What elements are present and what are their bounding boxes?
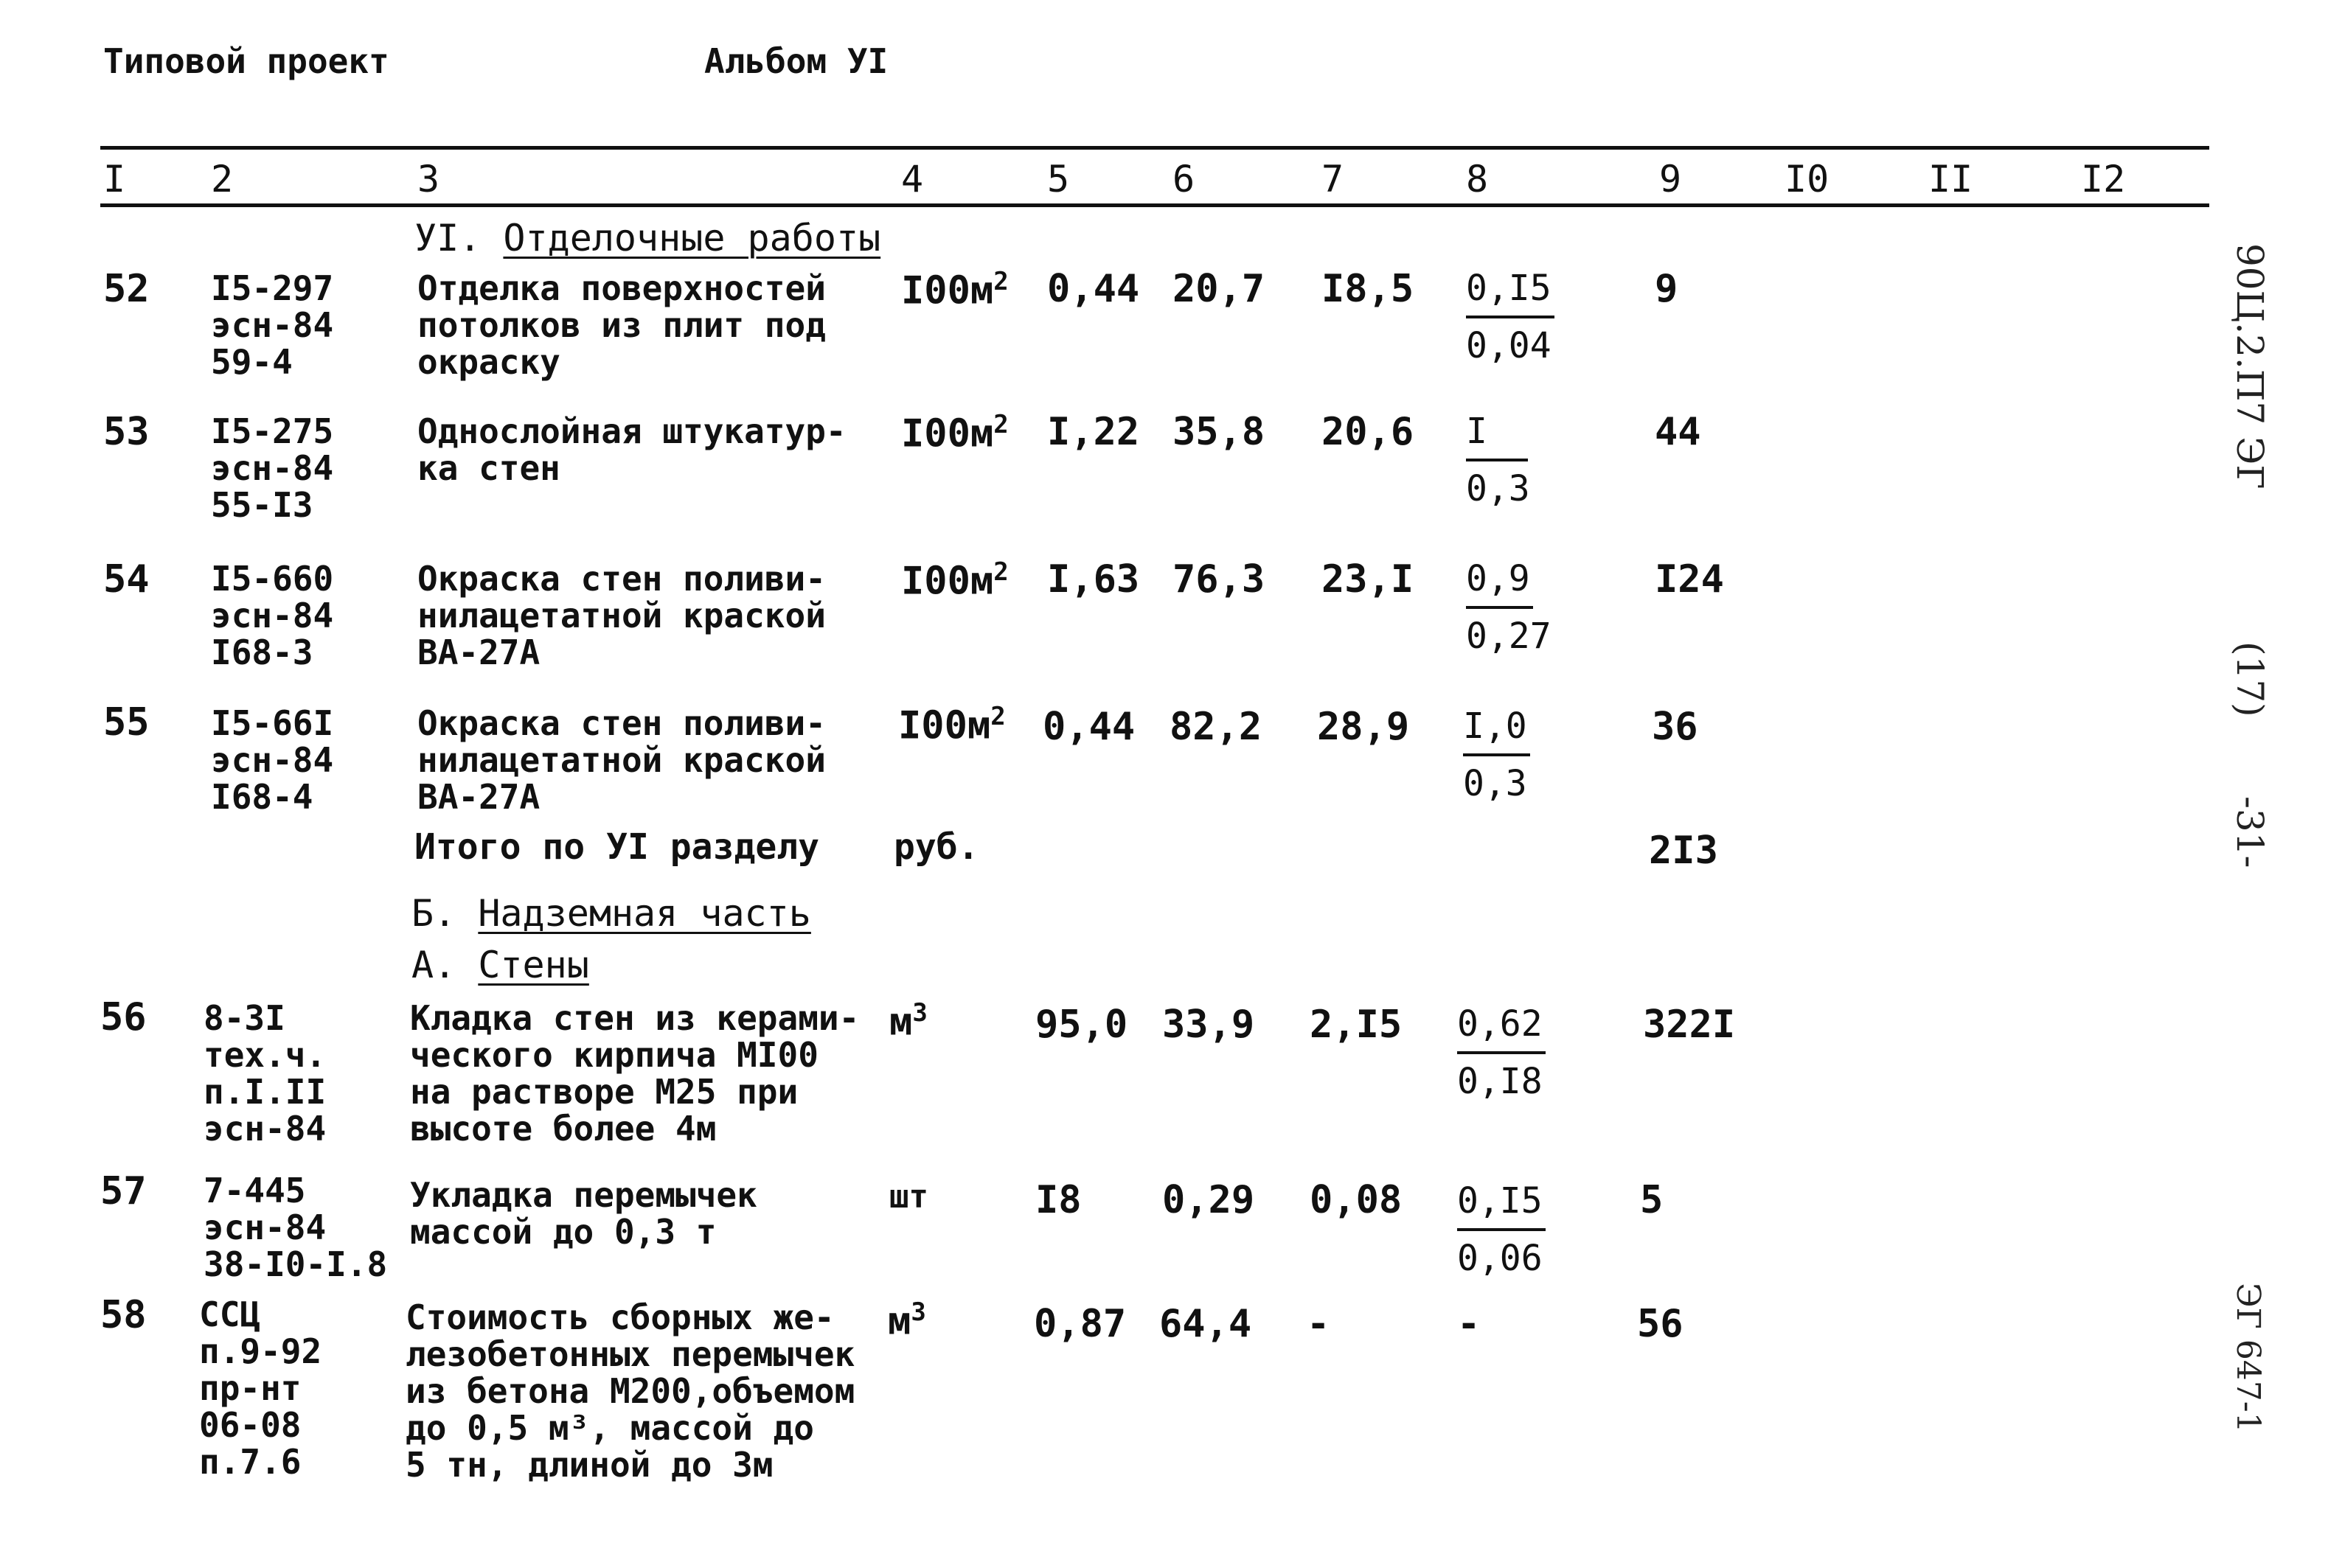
total-unit: руб. [894, 826, 979, 868]
margin-note-code: ЭГ 647-1 [2229, 1283, 2267, 1433]
section-b-title: Надземная часть [478, 892, 811, 935]
row-52-col7: I8,5 [1321, 267, 1414, 311]
total-value: 2I3 [1649, 829, 1718, 873]
row-55-col5: 0,44 [1043, 705, 1136, 749]
album-label: Альбом УI [704, 41, 889, 81]
row-54-col6: 76,3 [1172, 557, 1265, 602]
row-58-col8: - [1457, 1302, 1481, 1346]
row-55-col8: $\frac{I,0}{0,3}$ [1463, 699, 1530, 811]
row-58-number: 58 [100, 1293, 147, 1337]
project-type-label: Типовой проект [103, 41, 389, 81]
row-54-col8: $\frac{0,9}{0,27}$ [1466, 551, 1552, 663]
col-2-header: 2 [211, 158, 234, 201]
col-3-header: 3 [417, 158, 440, 201]
row-54-description: Окраска стен поливи- нилацетатной краской ВА-27А [417, 559, 826, 672]
row-58-description: Стоимость сборных же- лезобетонных перемычек из бетона М200,объемом до 0,5 м³, массой до 5 тн, длиной до 3м [406, 1297, 855, 1485]
row-56-col9: 322I [1643, 1003, 1736, 1047]
col-8-header: 8 [1466, 158, 1489, 201]
row-57-description: Укладка перемычек массой до 0,3 т [410, 1175, 757, 1252]
table-top-rule [100, 146, 2209, 150]
row-58-unit: $м^3$ [888, 1297, 926, 1344]
row-55-code: I5-66I эсн-84 I68-4 [211, 703, 334, 817]
row-57-col8: $\frac{0,I5}{0,06}$ [1457, 1174, 1546, 1286]
row-54-code: I5-660 эсн-84 I68-3 [211, 559, 334, 672]
row-57-col5: I8 [1035, 1178, 1082, 1222]
row-55-col7: 28,9 [1317, 705, 1410, 749]
row-53-col9: 44 [1655, 410, 1701, 454]
row-52-col5: 0,44 [1047, 267, 1140, 311]
row-52-description: Отделка поверхностей потолков из плит под окраску [417, 268, 826, 382]
row-52-col6: 20,7 [1172, 267, 1265, 311]
row-56-col6: 33,9 [1162, 1003, 1255, 1047]
row-52-code: I5-297 эсн-84 59-4 [211, 268, 334, 382]
section-vi-title: Отделочные работы [503, 217, 881, 259]
row-56-col8: $\frac{0,62}{0,I8}$ [1457, 997, 1546, 1109]
row-55-col9: 36 [1652, 705, 1698, 749]
col-7-header: 7 [1321, 158, 1344, 201]
row-53-col7: 20,6 [1321, 410, 1414, 454]
row-58-col6: 64,4 [1159, 1302, 1252, 1346]
total-label: Итого по УI разделу [414, 826, 820, 868]
row-56-col5: 95,0 [1035, 1003, 1128, 1047]
row-55-description: Окраска стен поливи- нилацетатной краской ВА-27А [417, 703, 826, 817]
col-10-header: I0 [1785, 158, 1830, 201]
section-a-heading [411, 944, 589, 986]
table-header-rule [100, 203, 2209, 207]
row-55-number: 55 [103, 700, 150, 745]
row-56-col7: 2,I5 [1310, 1003, 1403, 1047]
section-b-letter: Б. [411, 892, 456, 935]
row-57-col6: 0,29 [1162, 1178, 1255, 1222]
row-54-number: 54 [103, 557, 150, 602]
row-53-description: Однослойная штукатур- ка стен [417, 411, 847, 488]
col-6-header: 6 [1172, 158, 1195, 201]
col-9-header: 9 [1659, 158, 1682, 201]
row-56-unit: $м^3$ [889, 998, 928, 1045]
col-5-header: 5 [1047, 158, 1070, 201]
row-58-code: ССЦ п.9-92 пр-нт 06-08 п.7.6 [199, 1295, 322, 1482]
row-54-col7: 23,I [1321, 557, 1414, 602]
row-57-unit: шт [889, 1178, 928, 1216]
row-53-col5: I,22 [1047, 410, 1140, 454]
margin-note-page: -31- [2228, 796, 2271, 868]
section-a-letter: А. [411, 944, 456, 986]
row-57-col9: 5 [1640, 1178, 1664, 1222]
row-53-number: 53 [103, 410, 150, 454]
row-57-code: 7-445 эсн-84 38-I0-I.8 [204, 1171, 388, 1284]
section-vi-number: УI. [414, 217, 482, 259]
row-56-code: 8-3I тех.ч. п.I.II эсн-84 [204, 998, 327, 1149]
col-4-header: 4 [901, 158, 924, 201]
row-57-number: 57 [100, 1169, 147, 1213]
row-57-col7: 0,08 [1310, 1178, 1403, 1222]
row-53-unit: $I00м^2$ [901, 410, 1009, 456]
col-12-header: I2 [2081, 158, 2126, 201]
row-58-col5: 0,87 [1034, 1302, 1127, 1346]
row-52-col8: $\frac{0,I5}{0,04}$ [1466, 261, 1554, 373]
row-52-number: 52 [103, 267, 150, 311]
row-52-unit: $I00м^2$ [901, 267, 1009, 313]
margin-note-project-code: 90Ц.2.П7 ЭГ [2228, 243, 2271, 489]
section-vi-heading [414, 217, 880, 259]
row-54-unit: $I00м^2$ [901, 557, 1009, 604]
row-53-col6: 35,8 [1172, 410, 1265, 454]
row-54-col5: I,63 [1047, 557, 1140, 602]
row-56-number: 56 [100, 995, 147, 1039]
col-11-header: II [1928, 158, 1973, 201]
row-55-col6: 82,2 [1170, 705, 1262, 749]
row-53-col8: $\frac{I}{0,3}$ [1466, 404, 1530, 516]
col-1-header: I [103, 158, 126, 201]
margin-note-sheet-number: (17) [2228, 641, 2271, 717]
row-58-col9: 56 [1637, 1302, 1683, 1346]
row-56-description: Кладка стен из керами- ческого кирпича МI00 на растворе М25 при высоте более 4м [410, 998, 860, 1149]
row-55-unit: $I00м^2$ [898, 702, 1006, 748]
row-54-col9: I24 [1655, 557, 1724, 602]
section-b-heading [411, 892, 811, 935]
row-53-code: I5-275 эсн-84 55-I3 [211, 411, 334, 525]
row-58-col7: - [1307, 1302, 1330, 1346]
row-52-col9: 9 [1655, 267, 1678, 311]
section-a-title: Стены [478, 944, 589, 986]
